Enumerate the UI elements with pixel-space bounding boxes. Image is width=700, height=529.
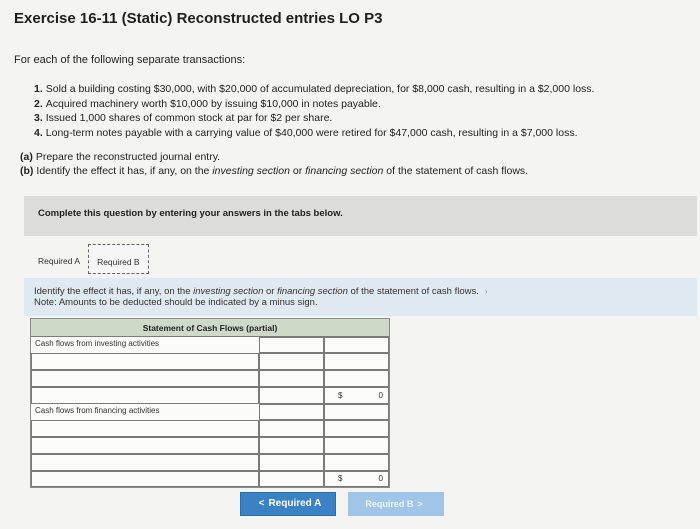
financing-total-value: 0 [378,474,383,483]
financing-amount-input[interactable] [259,437,324,454]
investing-description-input[interactable] [31,370,259,387]
statement-header: Statement of Cash Flows (partial) [31,319,389,337]
financing-description-input[interactable] [31,420,259,437]
financing-label: Cash flows from financing activities [35,406,160,415]
financing-spacer-cell [324,420,389,437]
financing-description-input[interactable] [31,454,259,471]
transaction-list [34,82,594,140]
intro-text: For each of the following separate transactions: [14,54,246,66]
investing-net-spacer [259,387,324,404]
tab-bar [30,242,149,274]
financing-total-label-row [324,404,389,420]
financing-description-input[interactable] [31,437,259,454]
complete-banner: Complete this question by entering your answers in the tabs below. [24,196,697,236]
investing-spacer-cell [324,353,389,370]
part-a: (a) Prepare the reconstructed journal entry. [20,151,221,163]
chevron-left-icon: < [258,498,265,509]
question-parts [20,150,528,178]
instructions-panel [24,278,697,316]
next-button-label: Required B [365,499,414,509]
list-item: 1. Sold a building costing $30,000, with $20,000 of accumulated depreciation, for $8,000 cash, resulting in a $2,000 loss. [34,83,595,95]
investing-total-value: 0 [378,391,383,400]
investing-amount-label-row [259,337,324,353]
investing-net-description [31,387,259,404]
prev-required-a-button[interactable] [240,492,336,516]
chevron-right-icon: > [417,499,423,509]
financing-amount-input[interactable] [259,420,324,437]
investing-amount-input[interactable] [259,353,324,370]
tab-required-b[interactable]: Required B [88,244,149,274]
next-required-b-button[interactable] [348,492,444,516]
investing-label: Cash flows from investing activities [35,339,160,348]
investing-currency: $ [338,391,343,400]
prev-button-label: Required A [268,498,322,509]
investing-spacer-cell [324,370,389,387]
list-item: 4. Long-term notes payable with a carrying value of $40,000 were retired for $47,000 cash, resulting in a $7,000 loss. [34,126,578,139]
page-title: Exercise 16-11 (Static) Reconstructed entries LO P3 [14,10,383,27]
cursor-mark-icon: › [484,287,488,296]
financing-net-description [31,471,259,487]
list-item: 3. Issued 1,000 shares of common stock at par for $2 per share. [34,112,333,124]
note-line: Note: Amounts to be deducted should be indicated by a minus sign. [34,297,318,308]
tab-required-a[interactable]: Required A [30,244,88,274]
instruction-line: Identify the effect it has, if any, on the investing section or financing section of the statement of cash flows. › [34,286,488,297]
investing-description-input[interactable] [31,353,259,370]
cash-flow-statement [30,318,390,488]
investing-amount-input[interactable] [259,370,324,387]
investing-total-label-row [324,337,389,353]
financing-amount-input[interactable] [259,454,324,471]
financing-spacer-cell [324,454,389,471]
financing-amount-label-row [259,404,324,420]
financing-net-spacer [259,471,324,487]
financing-spacer-cell [324,437,389,454]
list-item: 2. Acquired machinery worth $10,000 by issuing $10,000 in notes payable. [34,97,381,110]
financing-currency: $ [338,474,343,483]
part-b: (b) Identify the effect it has, if any, on the investing section or financing section of the statement of cash flows. [20,165,529,177]
